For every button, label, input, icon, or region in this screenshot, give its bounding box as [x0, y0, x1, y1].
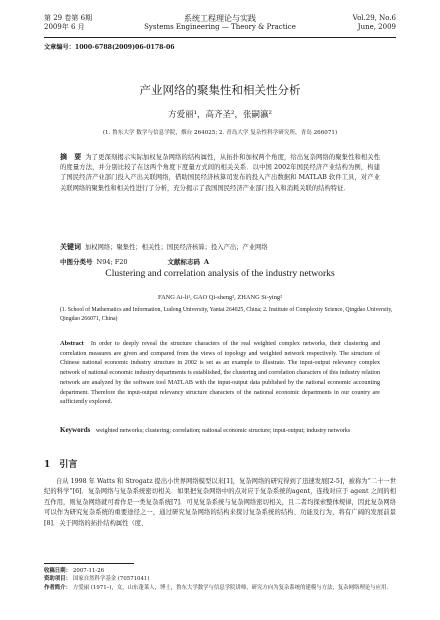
abstract-en-text: In order to deeply reveal the structure characters of the real weighted complex networks, their clustering and correlation measures are given and compared from the views of topology and weighted network respectively. The structure of Chinese national economic industry structure in 2002 is set as an example to illustrate. The input-output relevancy complex network of national economic industry departments is established, the clustering and correlation characters of this industry relation network are analyzed by the software tool MATLAB with the input-output data published by the national economic accounting department. Therefore the input-output relevancy structure characters of the national economic departments in our country are sufficiently explored.	[60, 341, 380, 406]
date-en: June, 2009	[357, 23, 396, 31]
keywords-en	[60, 426, 380, 437]
clc-value: N94; F20	[96, 258, 128, 266]
abstract-en	[60, 339, 380, 408]
authors-en: FANG Ai-li¹, GAO Qi-sheng², ZHANG Si-ying²	[157, 294, 283, 301]
keywords-en-text: weighted networks; clustering; correlation; national economic structure; input-output; industry networks	[95, 428, 351, 434]
affiliation-en: (1. School of Mathematics and Information, Ludong University, Yantai 264025, China; 2. Institute of Complexity Science, Qingdao University, Qingdao 266071, China)	[60, 307, 393, 322]
keywords-cn	[60, 242, 380, 252]
keywords-cn-label: 关键词	[60, 242, 81, 251]
header-center	[44, 14, 396, 32]
body-paragraph: 自从 1998 年 Watts 和 Strogatz 提出小世界网络模型以来[1]，复杂网络的研究得到了迅速发展[2-5]，被称为“二十一世纪的科学”[6]．复杂网络与复杂系统密切相关．如果把复杂网络中的点对应于复杂系统的agent，连线对应于 agent 之间的相互作用，则复杂网络就可看作是一类复杂系统[7]．可见复杂系统与复杂网络密切相关，且二者均探索整体规律，因此复杂网络可以作为研究复杂系统的重要途径之一，通过研究复杂网络的结构来探讨复杂系统的结构、功能及行为，将有广阔的发展前景[8]．关于网络的拓扑结构属性（度、	[44, 478, 396, 527]
abstract-cn-text: 为了更深刻揭示实际加权复杂网络的结构属性，从拓扑和加权两个角度，给出复杂网络的聚集性和相关性的度量方法，并分别比较了在这两个角度下度量方式间的相关关系．以中国 2002年国民经济产业结构为例，构建了国民经济产业部门投入产出关联网络，借助国民经济核算司发布的投入产出数据和 MATLAB 软件工具，对产业关联网络的聚集性和相关性进行了分析，充分揭示了我国国民经济产业部门投入和消耗关联的结构特征．	[60, 154, 381, 192]
abstract-cn-label: 摘 要	[60, 152, 82, 161]
authors-cn: 方爱丽¹，高齐圣²，张嗣瀛²	[168, 110, 272, 120]
footnote-rule	[44, 563, 134, 564]
header-right	[353, 14, 396, 32]
title-en: Clustering and correlation analysis of the industry networks	[105, 268, 335, 279]
abstract-en-label: Abstract	[60, 340, 84, 347]
header-rule	[44, 37, 396, 38]
clc-label: 中图分类号	[60, 258, 93, 266]
journal-name-en: Systems Engineering — Theory & Practice	[144, 23, 296, 31]
doc-code-label: 文献标志码	[167, 258, 200, 266]
doc-code-value: A	[204, 258, 210, 266]
volume-en: Vol.29, No.6	[352, 14, 396, 22]
title-cn: 产业网络的聚集性和相关性分析	[139, 83, 301, 97]
journal-name-cn: 系统工程理论与实践	[184, 14, 256, 23]
volume-cn: 第 29 卷第 6期	[44, 14, 93, 22]
footnote-author: 作者简介： 方爱丽 (1971–)，女，山东蓬莱人，博士，鲁东大学数学与信息学院讲师，研究方向为复杂系统的建模与方法，复杂网络理论与应用．	[44, 584, 392, 591]
abstract-cn	[60, 152, 380, 194]
section-title: 引言	[59, 460, 78, 470]
date-cn: 2009年 6 月	[44, 23, 85, 31]
article-number: 文章编号：1000-6788(2009)06-0178-06	[44, 44, 175, 51]
keywords-en-label: Keywords	[60, 426, 91, 434]
keywords-cn-text: 加权网络；聚集性；相关性；国民经济核算；投入产出；产业网络	[85, 244, 268, 251]
footnote-funding: 资助项目： 国家自然科学基金 (70571041)	[44, 576, 150, 583]
section-number: 1	[44, 460, 51, 470]
classification-cn	[60, 258, 380, 267]
section-heading	[44, 457, 77, 470]
affiliation-cn: (1. 鲁东大学 数学与信息学院，烟台 264025; 2. 青岛大学 复杂性科学研究所，青岛 266071)	[102, 130, 338, 136]
footnote-received: 收稿日期： 2007-11-26	[44, 568, 105, 574]
footnotes	[44, 567, 396, 592]
